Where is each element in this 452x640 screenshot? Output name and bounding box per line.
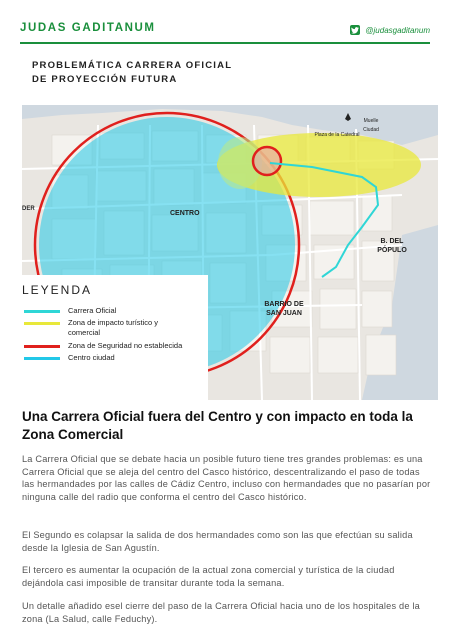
legend-title: LEYENDA — [22, 283, 93, 297]
map-label-muelle: Muelle Ciudad — [363, 118, 379, 133]
twitter-handle: @judasgaditanum — [365, 25, 430, 35]
legend-label: Zona de impacto turístico y comercial — [68, 318, 159, 337]
legend-swatch-carrera-oficial — [24, 310, 60, 313]
map-label-b-del-popolo: B. DEL PÓPULO — [377, 238, 407, 254]
map-label-plaza-catedral: Plaza de la Catedral — [314, 132, 360, 138]
article-paragraph-3: El tercero es aumentar la ocupación de la actual zona comercial y turística de la ciudad dejándola casi imposible de transitar durante toda la semana. — [22, 565, 395, 588]
legend-item-zona-impacto — [24, 318, 178, 338]
legend-item-carrera-oficial — [24, 306, 208, 316]
map-label-centro: CENTRO — [170, 210, 200, 217]
map-legend — [22, 275, 208, 400]
legend-swatch-zona-seguridad — [24, 345, 60, 348]
twitter-link[interactable] — [350, 25, 430, 35]
subtitle-line-1: PROBLEMÁTICA CARRERA OFICIAL — [32, 60, 233, 71]
article-heading: Una Carrera Oficial fuera del Centro y con impacto en toda la Zona Comercial — [22, 409, 413, 442]
legend-label: Centro ciudad — [68, 353, 115, 362]
legend-item-centro-ciudad — [24, 353, 208, 363]
article-paragraph-4: Un detalle añadido esel cierre del paso de la Carrera Oficial hacia uno de los hospitales de la zona (La Salud, calle Feduchy). — [22, 601, 420, 624]
twitter-icon — [350, 25, 360, 35]
legend-item-zona-seguridad — [24, 341, 208, 351]
subtitle-line-2: DE PROYECCIÓN FUTURA — [32, 74, 178, 85]
brand-name: JUDAS GADITANUM — [20, 22, 156, 34]
header-divider — [20, 42, 430, 44]
map-label-der: DER — [22, 206, 35, 212]
legend-label: Zona de Seguridad no establecida — [68, 341, 183, 350]
legend-label: Carrera Oficial — [68, 306, 117, 315]
legend-swatch-centro-ciudad — [24, 357, 60, 360]
legend-swatch-zona-impacto — [24, 322, 60, 325]
map-label-barrio-san-juan: BARRIO DE SAN JUAN — [264, 301, 304, 317]
article-paragraph-1: La Carrera Oficial que se debate hacia un posible futuro tiene tres grandes problemas: es una Carrera Oficial que se aleja del centro del Casco histórico, descentralizando el paso de todas las hermandades por las calles de Cádiz Centro, incluso con hermandades que no pasarían por ninguna calle del radio que conforma el centro del Casco histórico. — [22, 454, 431, 502]
salida-marker — [253, 147, 281, 175]
page-subtitle — [32, 59, 232, 87]
article-paragraph-2: El Segundo es colapsar la salida de dos hermandades como son las que efectúan su salida desde la Iglesia de San Agustín. — [22, 530, 413, 553]
